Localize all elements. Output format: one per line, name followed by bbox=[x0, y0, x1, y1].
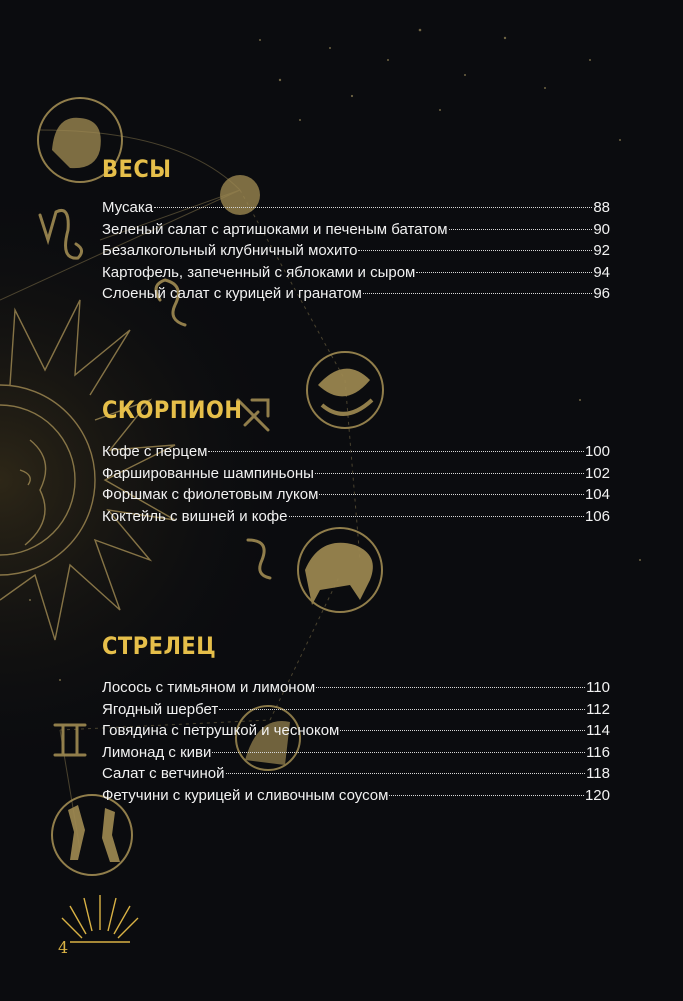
toc-entry[interactable]: Коктейль с вишней и кофе 106 bbox=[102, 507, 610, 525]
toc-list-scorpio bbox=[102, 441, 610, 527]
toc-entry[interactable]: Зеленый салат с артишоками и печеным бататом 90 bbox=[102, 220, 610, 238]
toc-entry[interactable]: Говядина с петрушкой и чесноком 114 bbox=[102, 722, 610, 740]
toc-entry[interactable]: Лосось с тимьяном и лимоном 110 bbox=[102, 679, 610, 696]
toc-entry[interactable]: Салат с ветчиной 118 bbox=[102, 765, 610, 783]
toc-list-libra bbox=[102, 197, 610, 305]
toc-list-sagittarius bbox=[102, 677, 610, 807]
toc-entry[interactable]: Лимонад с киви 116 bbox=[102, 743, 610, 761]
section-title-scorpio: СКОРПИОН bbox=[102, 396, 243, 424]
toc-entry[interactable]: Слоеный салат с курицей и гранатом 96 bbox=[102, 285, 610, 303]
toc-entry[interactable]: Форшмак с фиолетовым луком 104 bbox=[102, 486, 610, 504]
toc-entry[interactable]: Фаршированные шампиньоны 102 bbox=[102, 464, 610, 482]
section-title-libra: ВЕСЫ bbox=[102, 155, 172, 183]
toc-entry[interactable]: Ягодный шербет 112 bbox=[102, 700, 610, 718]
page-number: 4 bbox=[58, 938, 69, 957]
toc-entry[interactable]: Мусака 88 bbox=[102, 199, 610, 216]
toc-entry[interactable]: Картофель, запеченный с яблоками и сыром 94 bbox=[102, 263, 610, 281]
toc-entry[interactable]: Безалкогольный клубничный мохито 92 bbox=[102, 242, 610, 260]
section-title-sagittarius: СТРЕЛЕЦ bbox=[102, 632, 217, 660]
toc-entry[interactable]: Фетучини с курицей и сливочным соусом 120 bbox=[102, 786, 610, 804]
toc-entry[interactable]: Кофе с перцем 100 bbox=[102, 443, 610, 460]
